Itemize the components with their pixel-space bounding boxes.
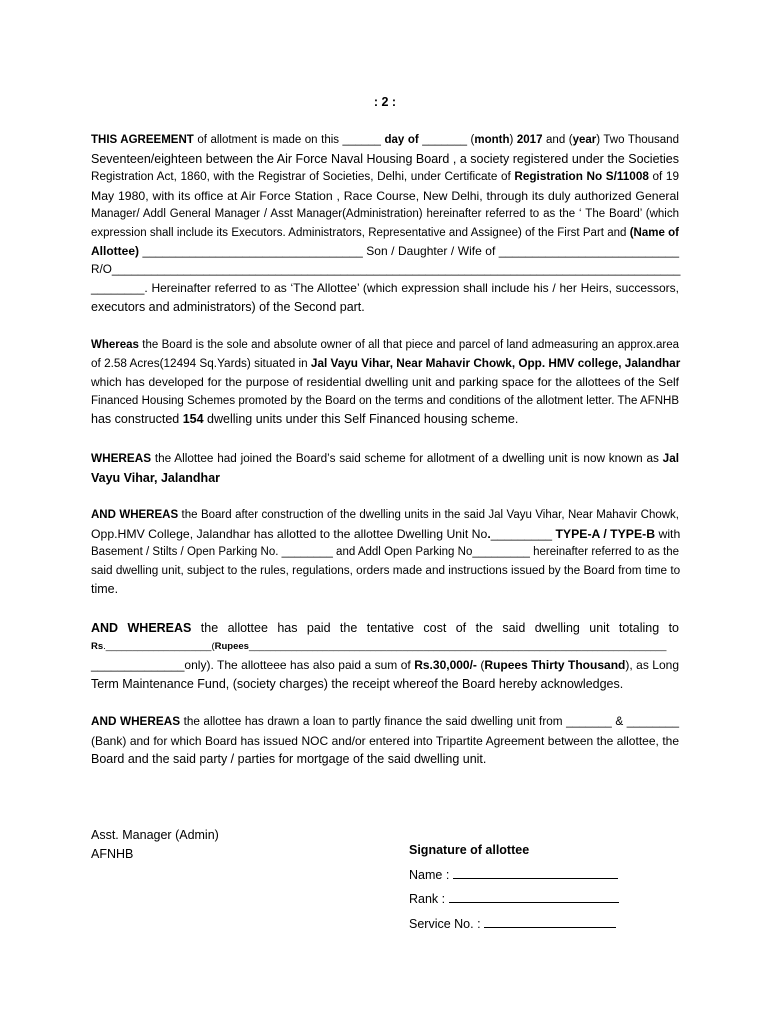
text-fragment: Jal: [662, 452, 679, 465]
site-location: Jal Vayu Vihar, Near Mahavir Chowk, Opp. HMV college, Jalandhar: [310, 356, 681, 370]
text-fragment: Rupees: [214, 640, 249, 652]
text-fragment: year: [572, 134, 597, 146]
whereas5-line-1: [91, 713, 679, 732]
maintenance-amount: Rs.30,000/-: [414, 658, 477, 672]
signatory-designation: Asst. Manager (Admin): [91, 828, 219, 842]
text-fragment: of 2.58 Acres(12494 Sq.Yards) situated in: [91, 356, 311, 370]
whereas1-line-4: Financed Housing Schemes promoted by the Board on the terms and conditions of the allotment letter. The AFNHB: [91, 394, 679, 407]
text-fragment: month: [474, 134, 510, 146]
text-fragment: ______________only). The allotteee has also paid a sum of: [91, 658, 415, 672]
agreement-line-3: [91, 168, 679, 187]
agreement-line-6: [91, 224, 679, 243]
text-fragment: and (: [542, 134, 573, 146]
whereas3-line-1: [91, 506, 679, 525]
whereas3-line-5: time.: [91, 582, 119, 596]
rank-row: [409, 887, 619, 912]
text-fragment: .: [487, 526, 491, 541]
whereas5-line-2: (Bank) and for which Board has issued NOC and/or entered into Tripartite Agreement between the allottee, the: [91, 733, 679, 748]
registration-number: Registration No S/11008: [514, 170, 649, 183]
text-fragment: of allotment is made on this ______: [193, 134, 385, 146]
whereas3-line-3: Basement / Stilts / Open Parking No. ________ and Addl Open Parking No_________ hereinafter referred to as the: [91, 546, 679, 558]
text-fragment: Rupees Thirty Thousand: [484, 658, 626, 672]
whereas-paragraph-2: [91, 450, 679, 487]
agreement-line-2: Seventeen/eighteen between the Air Force Naval Housing Board , a society registered under the Societies: [91, 151, 679, 166]
text-fragment: .____________________(: [103, 640, 215, 652]
name-label: Name :: [409, 867, 453, 882]
text-fragment: day of: [384, 134, 419, 146]
whereas1-line-5: [91, 410, 679, 429]
agreement-line-4: May 1980, with its office at Air Force Station , Race Course, New Delhi, through its duly authorized General: [91, 188, 679, 203]
service-row: [409, 912, 619, 937]
text-fragment: Vayu Vihar, Jalandhar: [91, 470, 221, 485]
text-fragment: ) Two Thousand: [596, 134, 679, 146]
whereas2-line-1: [91, 450, 679, 469]
text-fragment: the Allottee had joined the Board’s said scheme for allotment of a dwelling unit is now known as: [151, 452, 663, 465]
text-fragment: expression shall include its Executors. Administrators, Representative and Assignee) of the First Part and: [91, 226, 630, 239]
unit-count: 154: [182, 412, 204, 426]
whereas-paragraph-4: [91, 619, 679, 693]
text-fragment: _________________________________ Son / Daughter / Wife of ___________________________: [139, 244, 679, 258]
text-fragment: (Name of: [629, 226, 680, 239]
whereas3-line-4: said dwelling unit, subject to the rules, regulations, orders made and instructions issued by the Board from time to: [91, 563, 681, 577]
text-fragment: with: [655, 526, 681, 541]
text-fragment: Registration Act, 1860, with the Registrar of Societies, Delhi, under Certificate of: [91, 170, 515, 183]
allottee-signature-title: Signature of allottee: [409, 843, 530, 857]
text-fragment: the Board after construction of the dwelling units in the said Jal Vayu Vihar, Near Mahavir Chowk,: [178, 509, 679, 521]
page-number: : 2 :: [373, 95, 397, 109]
text-fragment: 2017: [516, 134, 543, 146]
text-fragment: AND WHEREAS: [91, 715, 181, 728]
rank-field[interactable]: [449, 890, 619, 903]
text-fragment: _________: [490, 526, 556, 541]
whereas4-line-1: [91, 619, 679, 638]
agreement-line-5: Manager/ Addl General Manager / Asst Manager(Administration) hereinafter referred to as the ‘ The Board’ (which: [91, 208, 679, 220]
text-fragment: Rs: [91, 640, 104, 652]
text-fragment: ), as Long: [625, 658, 679, 672]
text-fragment: Allottee): [91, 244, 139, 258]
whereas1-line-2: [91, 355, 679, 374]
text-fragment: _______ (: [418, 134, 475, 146]
agreement-line-10: executors and administrators) of the Second part.: [91, 299, 365, 314]
text-fragment: the Board is the sole and absolute owner of all that piece and parcel of land admeasuring an approx.area: [138, 339, 679, 351]
whereas-paragraph-5: [91, 713, 679, 769]
text-fragment: AND WHEREAS: [91, 621, 192, 635]
agreement-paragraph: [91, 131, 679, 316]
board-signatory: [91, 826, 219, 863]
agreement-line-8: R/O_______________________________________________________________________________________: [91, 262, 681, 276]
name-row: [409, 863, 619, 888]
whereas2-line-2: [91, 469, 679, 488]
agreement-line-7: [91, 242, 679, 261]
text-fragment: (: [476, 658, 485, 672]
text-fragment: Opp.HMV College, Jalandhar has allotted to the allottee Dwelling Unit No: [91, 526, 488, 541]
whereas3-line-2: [91, 525, 679, 544]
rank-label: Rank :: [409, 892, 449, 906]
text-fragment: _______________________________________________________________________________: [248, 640, 667, 652]
allottee-signature-block: [409, 838, 619, 936]
service-number-field[interactable]: [484, 915, 616, 928]
agreement-line-9: ________. Hereinafter referred to as ‘The Allottee’ (which expression shall include his / her Heirs, successors,: [91, 281, 679, 295]
text-fragment: the allottee has paid the tentative cost of the said dwelling unit totaling to: [191, 621, 679, 635]
whereas1-line-3: which has developed for the purpose of residential dwelling unit and parking space for the allottees of the Self: [91, 375, 679, 389]
unit-type: TYPE-A / TYPE-B: [555, 526, 656, 541]
agreement-line-1: [91, 131, 679, 150]
whereas5-line-3: Board and the said party / parties for mortgage of the said dwelling unit.: [91, 752, 487, 766]
whereas-paragraph-3: [91, 506, 679, 599]
whereas4-line-4: Term Maintenance Fund, (society charges) the receipt whereof the Board hereby acknowledges.: [91, 676, 624, 691]
whereas4-line-3: [91, 656, 679, 675]
text-fragment: the allottee has drawn a loan to partly finance the said dwelling unit from _______ & ________: [180, 715, 679, 728]
agreement-heading: THIS AGREEMENT: [91, 134, 194, 146]
text-fragment: ): [509, 134, 517, 146]
whereas1-line-1: [91, 336, 679, 355]
signatory-org: AFNHB: [91, 846, 134, 861]
whereas4-line-2: [91, 638, 679, 657]
text-fragment: has constructed: [91, 412, 183, 426]
name-field[interactable]: [453, 866, 618, 879]
text-fragment: AND WHEREAS: [91, 509, 179, 521]
text-fragment: of 19: [648, 170, 679, 183]
text-fragment: WHEREAS: [91, 452, 152, 465]
text-fragment: dwelling units under this Self Financed housing scheme.: [203, 412, 519, 426]
whereas-paragraph-1: [91, 336, 679, 429]
service-number-label: Service No. :: [409, 916, 485, 931]
text-fragment: Whereas: [91, 339, 139, 351]
